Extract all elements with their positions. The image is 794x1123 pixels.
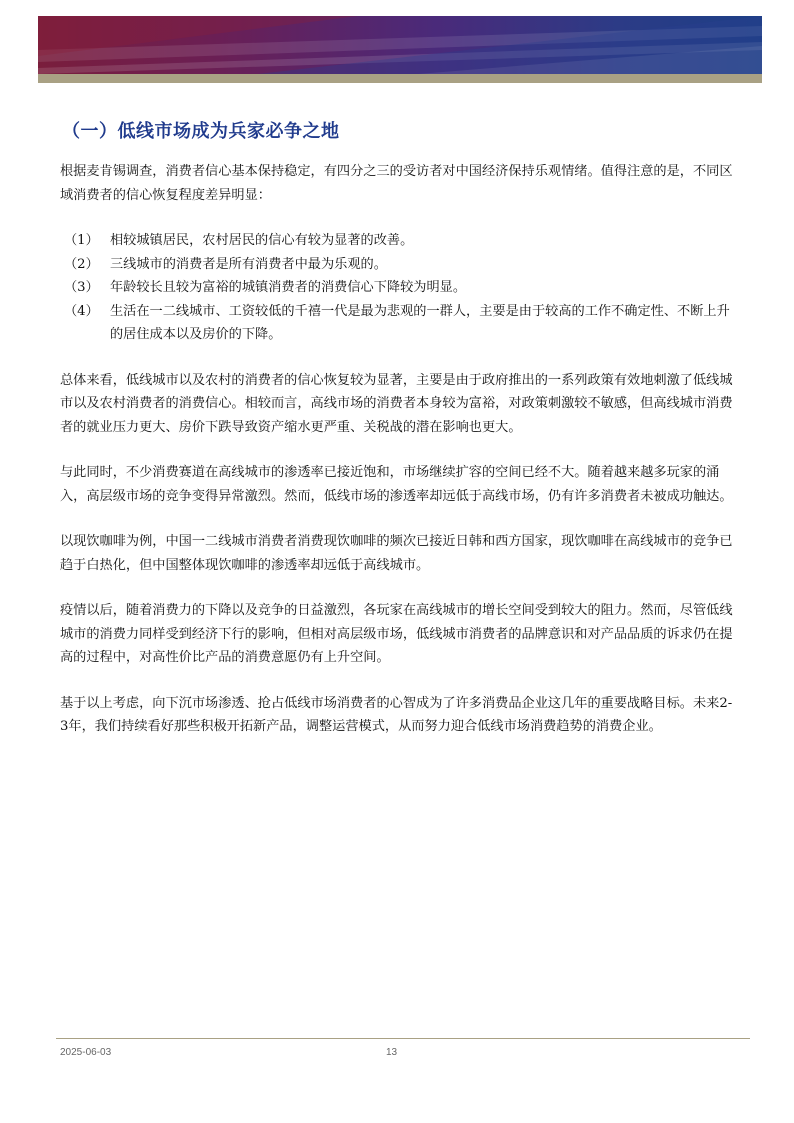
body-paragraph: 疫情以后，随着消费力的下降以及竞争的日益激烈，各玩家在高线城市的增长空间受到较大的阻力。然而，尽管低线城市的消费力同样受到经济下行的影响，但相对高层级市场，低线城市消费者的品牌意识和对产品品质的诉求仍在提高的过程中，对高性价比产品的消费意愿仍有上升空间。: [60, 603, 733, 665]
list-text: 相较城镇居民，农村居民的信心有较为显著的改善。: [110, 233, 414, 248]
body-paragraph: 与此同时，不少消费赛道在高线城市的渗透率已接近饱和，市场继续扩容的空间已经不大。随着越来越多玩家的涌入，高层级市场的竞争变得异常激烈。然而，低线市场的渗透率却远低于高线市场，仍有许多消费者未被成功触达。: [60, 465, 733, 504]
list-number: （2）: [64, 256, 99, 272]
list-text: 生活在一二线城市、工资较低的千禧一代是最为悲观的一群人，主要是由于较高的工作不确定性、不断上升的居住成本以及房价的下降。: [110, 303, 730, 342]
list-text: 三线城市的消费者是所有消费者中最为乐观的。: [110, 256, 387, 272]
list-item: [60, 229, 740, 253]
list-number: （4）: [64, 303, 99, 319]
intro-paragraph: 根据麦肯锡调查，消费者信心基本保持稳定，有四分之三的受访者对中国经济保持乐观情绪。值得注意的是，不同区域消费者的信心恢复程度差异明显：: [60, 164, 733, 203]
header-banner: [38, 16, 762, 74]
page-number: 13: [386, 1047, 398, 1058]
banner-decoration: [38, 16, 762, 74]
footer-date: 2025-06-03: [60, 1047, 112, 1058]
list-text: 年龄较长且较为富裕的城镇消费者的消费信心下降较为明显。: [110, 280, 467, 295]
list-item: [60, 253, 740, 277]
list-number: （1）: [64, 233, 99, 248]
body-paragraph: 总体来看，低线城市以及农村的消费者的信心恢复较为显著，主要是由于政府推出的一系列政策有效地刺激了低线城市以及农村消费者的消费信心。相较而言，高线市场的消费者本身较为富裕，对政策刺激较不敏感，但高线城市消费者的就业压力更大、房价下跌导致资产缩水更严重、关税战的潜在影响也更大。: [60, 372, 733, 435]
body-paragraph: 以现饮咖啡为例，中国一二线城市消费者消费现饮咖啡的频次已接近日韩和西方国家，现饮咖啡在高线城市的竞争已趋于白热化，但中国整体现饮咖啡的渗透率却远低于高线城市。: [60, 534, 733, 573]
section-heading: （一）低线市场成为兵家必争之地: [62, 121, 340, 142]
body-paragraph: 基于以上考虑，向下沉市场渗透、抢占低线市场消费者的心智成为了许多消费品企业这几年的重要战略目标。未来2-3年，我们持续看好那些积极开拓新产品，调整运营模式，从而努力迎合低线市场消费趋势的消费企业。: [60, 695, 733, 734]
findings-list: [60, 229, 740, 347]
list-number: （3）: [64, 280, 99, 295]
banner-accent-bar: [38, 74, 762, 83]
body-content: [60, 160, 740, 761]
list-item: [60, 300, 740, 347]
footer-divider: [56, 1038, 750, 1039]
list-item: [60, 276, 740, 300]
